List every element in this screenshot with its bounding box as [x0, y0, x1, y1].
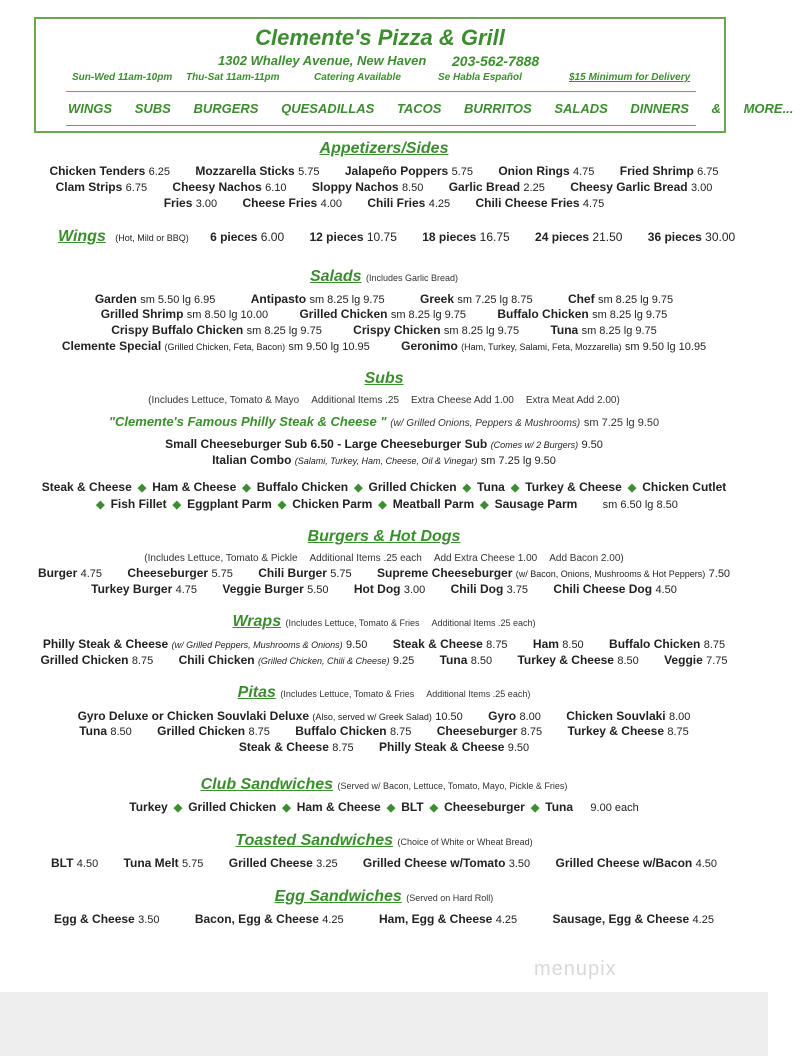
wings-row	[58, 228, 735, 246]
wraps-row-1	[0, 637, 768, 651]
burgers-notes: (Includes Lettuce, Tomato & Pickle Additional Items .25 each Add Extra Cheese 1.00 Add Bacon 2.00)	[144, 553, 624, 564]
menu-item: Gyro Deluxe or Chicken Souvlaki Deluxe (Also, served w/ Greek Salad) 10.50	[77, 709, 463, 723]
menu-item: Philly Steak & Cheese (w/ Grilled Peppers, Mushrooms & Onions) 9.50	[42, 637, 368, 651]
menu-item: Grilled Cheese w/Bacon 4.50	[555, 856, 717, 870]
menu-item: Philly Steak & Cheese 9.50	[379, 740, 530, 754]
menu-item: Tuna Melt 5.75	[123, 856, 204, 870]
restaurant-title: Clemente's Pizza & Grill	[255, 25, 505, 50]
header-rule-bottom	[66, 125, 696, 126]
phone: 203-562-7888	[452, 53, 540, 69]
header-box	[34, 17, 794, 133]
salads-row-1	[0, 292, 768, 306]
menu-item: Cheese Fries 4.00	[242, 196, 342, 210]
category-burgers: BURGERS	[193, 101, 259, 116]
menu-item: Buffalo Chicken sm 8.25 lg 9.75	[497, 307, 668, 321]
club-row: Turkey ◆ Grilled Chicken ◆ Ham & Cheese ◆ BLT ◆ Cheeseburger ◆ Tuna 9.00 each	[129, 800, 639, 814]
menu-item: Crispy Buffalo Chicken sm 8.25 lg 9.75	[111, 323, 322, 337]
menu-item: Veggie 7.75	[664, 653, 728, 667]
category-wings: WINGS	[68, 101, 113, 116]
menu-item: Grilled Shrimp sm 8.50 lg 10.00	[100, 307, 269, 321]
menu-item: Cheesy Garlic Bread 3.00	[570, 180, 713, 194]
egg-note: (Served on Hard Roll)	[406, 893, 494, 903]
menu-item: Buffalo Chicken 8.75	[609, 637, 726, 651]
menu-item: Chili Chicken (Grilled Chicken, Chili & Cheese) 9.25	[178, 653, 415, 667]
menu-item: 6 pieces 6.00	[210, 230, 285, 244]
menu-item: Tuna 8.50	[439, 653, 493, 667]
menu-item: Supreme Cheeseburger (w/ Bacon, Onions, Mushrooms & Hot Peppers) 7.50	[376, 566, 731, 580]
subs-list-row-2: ◆ Fish Fillet ◆ Eggplant Parm ◆ Chicken Parm ◆ Meatball Parm ◆ Sausage Parm sm 6.50 lg 8.50	[96, 497, 678, 511]
category-more: MORE...	[743, 101, 794, 116]
wraps-row-2	[0, 653, 768, 667]
section-toasted	[0, 832, 768, 850]
menu-item: Tuna 8.50	[79, 724, 132, 738]
menu-item: Clemente Special (Grilled Chicken, Feta, Bacon) sm 9.50 lg 10.95	[61, 339, 370, 353]
menu-item: Burger 4.75	[37, 566, 103, 580]
menu-item: Mozzarella Sticks 5.75	[195, 164, 320, 178]
menu-item: Cheeseburger 8.75	[436, 724, 543, 738]
club-note: (Served w/ Bacon, Lettuce, Tomato, Mayo, Pickle & Fries)	[337, 781, 568, 791]
section-egg	[0, 888, 768, 906]
section-club	[0, 776, 768, 794]
salads-row-2	[0, 307, 768, 321]
menu-item: Grilled Chicken 8.75	[40, 653, 154, 667]
wraps-title: Wraps	[232, 613, 282, 630]
subs-notes: (Includes Lettuce, Tomato & Mayo Additional Items .25 Extra Cheese Add 1.00 Extra Meat Add 2.00)	[148, 395, 620, 406]
menu-item: Garden sm 5.50 lg 6.95	[94, 292, 216, 306]
menu-item: Chili Burger 5.75	[258, 566, 352, 580]
menu-item: Buffalo Chicken 8.75	[295, 724, 412, 738]
menu-item: Cheeseburger 5.75	[127, 566, 233, 580]
category-quesadillas: QUESADILLAS	[281, 101, 375, 116]
menu-item: Gyro 8.00	[488, 709, 541, 723]
salads-row-4	[0, 339, 768, 353]
menu-item: Turkey Burger 4.75	[91, 582, 198, 596]
menu-item: Crispy Chicken sm 8.25 lg 9.75	[353, 323, 520, 337]
menu-item: Ham 8.50	[532, 637, 584, 651]
appetizers-row-2	[0, 180, 768, 194]
menu-item: 36 pieces 30.00	[647, 230, 736, 244]
menu-item: Jalapeño Poppers 5.75	[344, 164, 473, 178]
section-salads	[0, 268, 768, 286]
menu-item: Egg & Cheese 3.50	[54, 912, 160, 926]
page-bottom-margin	[0, 992, 768, 1056]
cheeseburger-sub-row: Small Cheeseburger Sub 6.50 - Large Cheeseburger Sub (Comes w/ 2 Burgers) 9.50	[165, 437, 603, 451]
menu-item: Garlic Bread 2.25	[448, 180, 545, 194]
category-list	[68, 101, 812, 116]
hours-sun-wed: Sun-Wed 11am-10pm	[72, 72, 173, 83]
burgers-title: Burgers & Hot Dogs	[307, 528, 461, 545]
club-title: Club Sandwiches	[200, 776, 334, 793]
menu-item: Veggie Burger 5.50	[222, 582, 329, 596]
menu-item: 24 pieces 21.50	[535, 230, 623, 244]
wings-note: (Hot, Mild or BBQ)	[115, 233, 189, 243]
menu-item: Ham, Egg & Cheese 4.25	[378, 912, 518, 926]
menu-item: Tuna sm 8.25 lg 9.75	[550, 323, 657, 337]
section-pitas	[0, 684, 768, 702]
philly-steak-sub	[0, 414, 768, 429]
menu-item: Antipasto sm 8.25 lg 9.75	[250, 292, 385, 306]
section-burgers	[0, 528, 768, 546]
menu-item: Grilled Chicken sm 8.25 lg 9.75	[299, 307, 467, 321]
philly-price: sm 7.25 lg 9.50	[583, 417, 660, 429]
toasted-row	[0, 856, 768, 870]
pitas-title: Pitas	[237, 684, 276, 701]
category-burritos: BURRITOS	[464, 101, 532, 116]
salads-row-3	[0, 323, 768, 337]
menu-item: Fried Shrimp 6.75	[619, 164, 719, 178]
header-rule-top	[66, 91, 696, 92]
wings-title: Wings	[58, 228, 106, 245]
hours-thu-sat: Thu-Sat 11am-11pm	[186, 72, 280, 83]
category-ampersand: &	[711, 101, 721, 116]
menu-item: Sausage, Egg & Cheese 4.25	[552, 912, 714, 926]
category-salads: SALADS	[554, 101, 608, 116]
toasted-note: (Choice of White or Wheat Bread)	[397, 837, 533, 847]
pitas-note: (Includes Lettuce, Tomato & Fries Additional Items .25 each)	[280, 689, 531, 699]
address: 1302 Whalley Avenue, New Haven	[218, 53, 427, 68]
menu-item: Chicken Souvlaki 8.00	[566, 709, 691, 723]
egg-row	[0, 912, 768, 926]
catering-note: Catering Available	[314, 72, 401, 83]
pitas-row-3	[0, 740, 768, 754]
menu-item: Steak & Cheese 8.75	[392, 637, 508, 651]
menu-item: BLT 4.50	[51, 856, 99, 870]
menu-item: Clam Strips 6.75	[55, 180, 148, 194]
toasted-title: Toasted Sandwiches	[235, 832, 394, 849]
menu-item: Onion Rings 4.75	[498, 164, 595, 178]
menu-item: Turkey & Cheese 8.75	[567, 724, 689, 738]
menu-item: Geronimo (Ham, Turkey, Salami, Feta, Mozzarella) sm 9.50 lg 10.95	[401, 339, 707, 353]
section-appetizers	[0, 140, 768, 158]
appetizers-row-3	[0, 196, 768, 210]
menu-item: Sloppy Nachos 8.50	[311, 180, 424, 194]
menu-item: 12 pieces 10.75	[309, 230, 397, 244]
menu-item: Chili Fries 4.25	[367, 196, 451, 210]
category-subs: SUBS	[134, 101, 171, 116]
menu-item: Bacon, Egg & Cheese 4.25	[194, 912, 344, 926]
salads-note: (Includes Garlic Bread)	[366, 273, 459, 283]
category-tacos: TACOS	[396, 101, 442, 116]
menu-item: Turkey & Cheese 8.50	[517, 653, 639, 667]
salads-title: Salads	[309, 268, 362, 285]
appetizers-title: Appetizers/Sides	[319, 140, 449, 157]
italian-combo-row: Italian Combo (Salami, Turkey, Ham, Cheese, Oil & Vinegar) sm 7.25 lg 9.50	[212, 453, 556, 467]
menu-item: Greek sm 7.25 lg 8.75	[420, 292, 533, 306]
section-subs	[0, 370, 768, 388]
menupix-watermark: menupix	[534, 958, 617, 980]
egg-title: Egg Sandwiches	[274, 888, 402, 905]
burgers-row-2	[0, 582, 768, 596]
philly-name: "Clemente's Famous Philly Steak & Cheese "	[108, 414, 387, 429]
menu-item: Fries 3.00	[163, 196, 218, 210]
section-wraps	[0, 613, 768, 631]
pitas-row-1	[0, 709, 768, 723]
menu-item: Grilled Cheese 3.25	[228, 856, 338, 870]
subs-title: Subs	[364, 370, 404, 387]
menu-item: Chili Cheese Fries 4.75	[475, 196, 605, 210]
philly-note: (w/ Grilled Onions, Peppers & Mushrooms)	[390, 418, 581, 429]
pitas-row-2	[0, 724, 768, 738]
subs-list-row-1: Steak & Cheese ◆ Ham & Cheese ◆ Buffalo Chicken ◆ Grilled Chicken ◆ Tuna ◆ Turkey & Cheese ◆ Chicken Cutlet	[41, 480, 727, 494]
menu-item: Hot Dog 3.00	[353, 582, 426, 596]
menu-item: Steak & Cheese 8.75	[238, 740, 354, 754]
appetizers-row-1	[0, 164, 768, 178]
menu-item: Chicken Tenders 6.25	[49, 164, 171, 178]
menu-item: Chili Cheese Dog 4.50	[553, 582, 677, 596]
burgers-row-1	[0, 566, 768, 580]
menu-item: Chili Dog 3.75	[450, 582, 529, 596]
menu-item: Grilled Chicken 8.75	[157, 724, 270, 738]
menu-item: Grilled Cheese w/Tomato 3.50	[362, 856, 531, 870]
spanish-note: Se Habla Español	[438, 72, 522, 83]
menu-item: Cheesy Nachos 6.10	[172, 180, 287, 194]
wraps-note: (Includes Lettuce, Tomato & Fries Additional Items .25 each)	[285, 618, 536, 628]
category-dinners: DINNERS	[630, 101, 689, 116]
delivery-minimum: $15 Minimum for Delivery	[569, 72, 691, 83]
menu-item: 18 pieces 16.75	[422, 230, 510, 244]
menu-item: Chef sm 8.25 lg 9.75	[567, 292, 674, 306]
